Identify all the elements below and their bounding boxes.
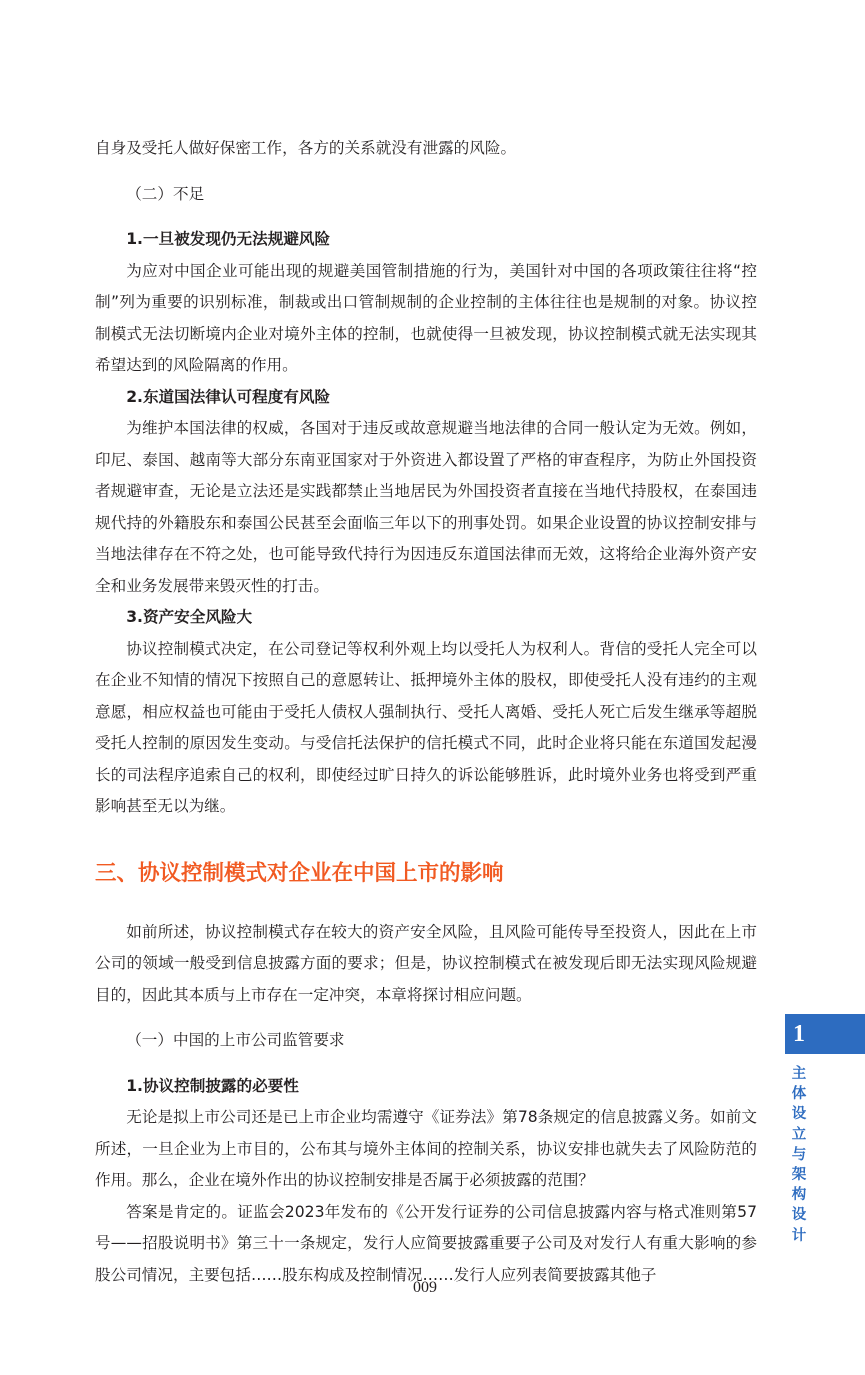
item-heading-3: 3.资产安全风险大 — [126, 608, 253, 626]
section3-intro-paragraph: 如前所述，协议控制模式存在较大的资产安全风险，且风险可能传导至投资人，因此在上市公司的领域一般受到信息披露方面的要求；但是，协议控制模式在被发现后即无法实现风险规避目的，因此其本质与上市存在一定冲突，本章将探讨相应问题。 — [95, 922, 757, 1004]
item2-paragraph: 为维护本国法律的权威，各国对于违反或故意规避当地法律的合同一般认定为无效。例如，印尼、泰国、越南等大部分东南亚国家对于外资进入都设置了严格的审查程序，为防止外国投资者规避审查，无论是立法还是实践都禁止当地居民为外国投资者直接在当地代持股权，在泰国违规代持的外籍股东和泰国公民甚至会面临三年以下的刑事处罚。如果企业设置的协议控制安排与当地法律存在不符之处，也可能导致代持行为因违反东道国法律而无效，这将给企业海外资产安全和业务发展带来毁灭性的打击。 — [95, 419, 757, 595]
subsection-heading-shortcomings: （二）不足 — [126, 184, 205, 203]
disclosure-paragraph-1: 无论是拟上市公司还是已上市企业均需遵守《证券法》第78条规定的信息披露义务。如前文所述，一旦企业为上市目的，公布其与境外主体间的控制关系，协议安排也就失去了风险防范的作用。那么，企业在境外作出的协议控制安排是否属于必须披露的范围？ — [95, 1108, 757, 1189]
item-heading-1: 1.一旦被发现仍无法规避风险 — [126, 230, 331, 248]
subsection-heading-regulation: （一）中国的上市公司监管要求 — [126, 1031, 345, 1049]
chapter-number: 1 — [793, 1021, 805, 1047]
item-heading-disclosure: 1.协议控制披露的必要性 — [126, 1076, 299, 1095]
chapter-tab — [785, 1014, 865, 1054]
page-content — [95, 133, 757, 1291]
intro-tail-paragraph: 自身及受托人做好保密工作，各方的关系就没有泄露的风险。 — [95, 139, 517, 157]
section-heading-3: 三、协议控制模式对企业在中国上市的影响 — [95, 860, 504, 886]
chapter-title-vertical: 主体设立与架构设计 — [791, 1066, 807, 1244]
page-number: 009 — [413, 1279, 437, 1296]
item1-paragraph: 为应对中国企业可能出现的规避美国管制措施的行为，美国针对中国的各项政策往往将“控制”列为重要的识别标准，制裁或出口管制规制的企业控制的主体往往也是规制的对象。协议控制模式无法切断境内企业对境外主体的控制，也就使得一旦被发现，协议控制模式就无法实现其希望达到的风险隔离的作用。 — [95, 261, 757, 374]
item3-paragraph: 协议控制模式决定，在公司登记等权利外观上均以受托人为权利人。背信的受托人完全可以在企业不知情的情况下按照自己的意愿转让、抵押境外主体的股权，即使受托人没有违约的主观意愿，相应权益也可能由于受托人债权人强制执行、受托人离婚、受托人死亡后发生继承等超脱受托人控制的原因发生变动。与受信托法保护的信托模式不同，此时企业将只能在东道国发起漫长的司法程序追索自己的权利，即使经过旷日持久的诉讼能够胜诉，此时境外业务也将受到严重影响甚至无以为继。 — [95, 639, 757, 815]
item-heading-2: 2.东道国法律认可程度有风险 — [126, 387, 331, 406]
disclosure-paragraph-2: 答案是肯定的。证监会2023年发布的《公开发行证券的公司信息披露内容与格式准则第57号——招股说明书》第三十一条规定，发行人应简要披露重要子公司及对发行人有重大影响的参股公司情况，主要包括……股东构成及控制情况……发行人应列表简要披露其他子 — [95, 1202, 757, 1284]
